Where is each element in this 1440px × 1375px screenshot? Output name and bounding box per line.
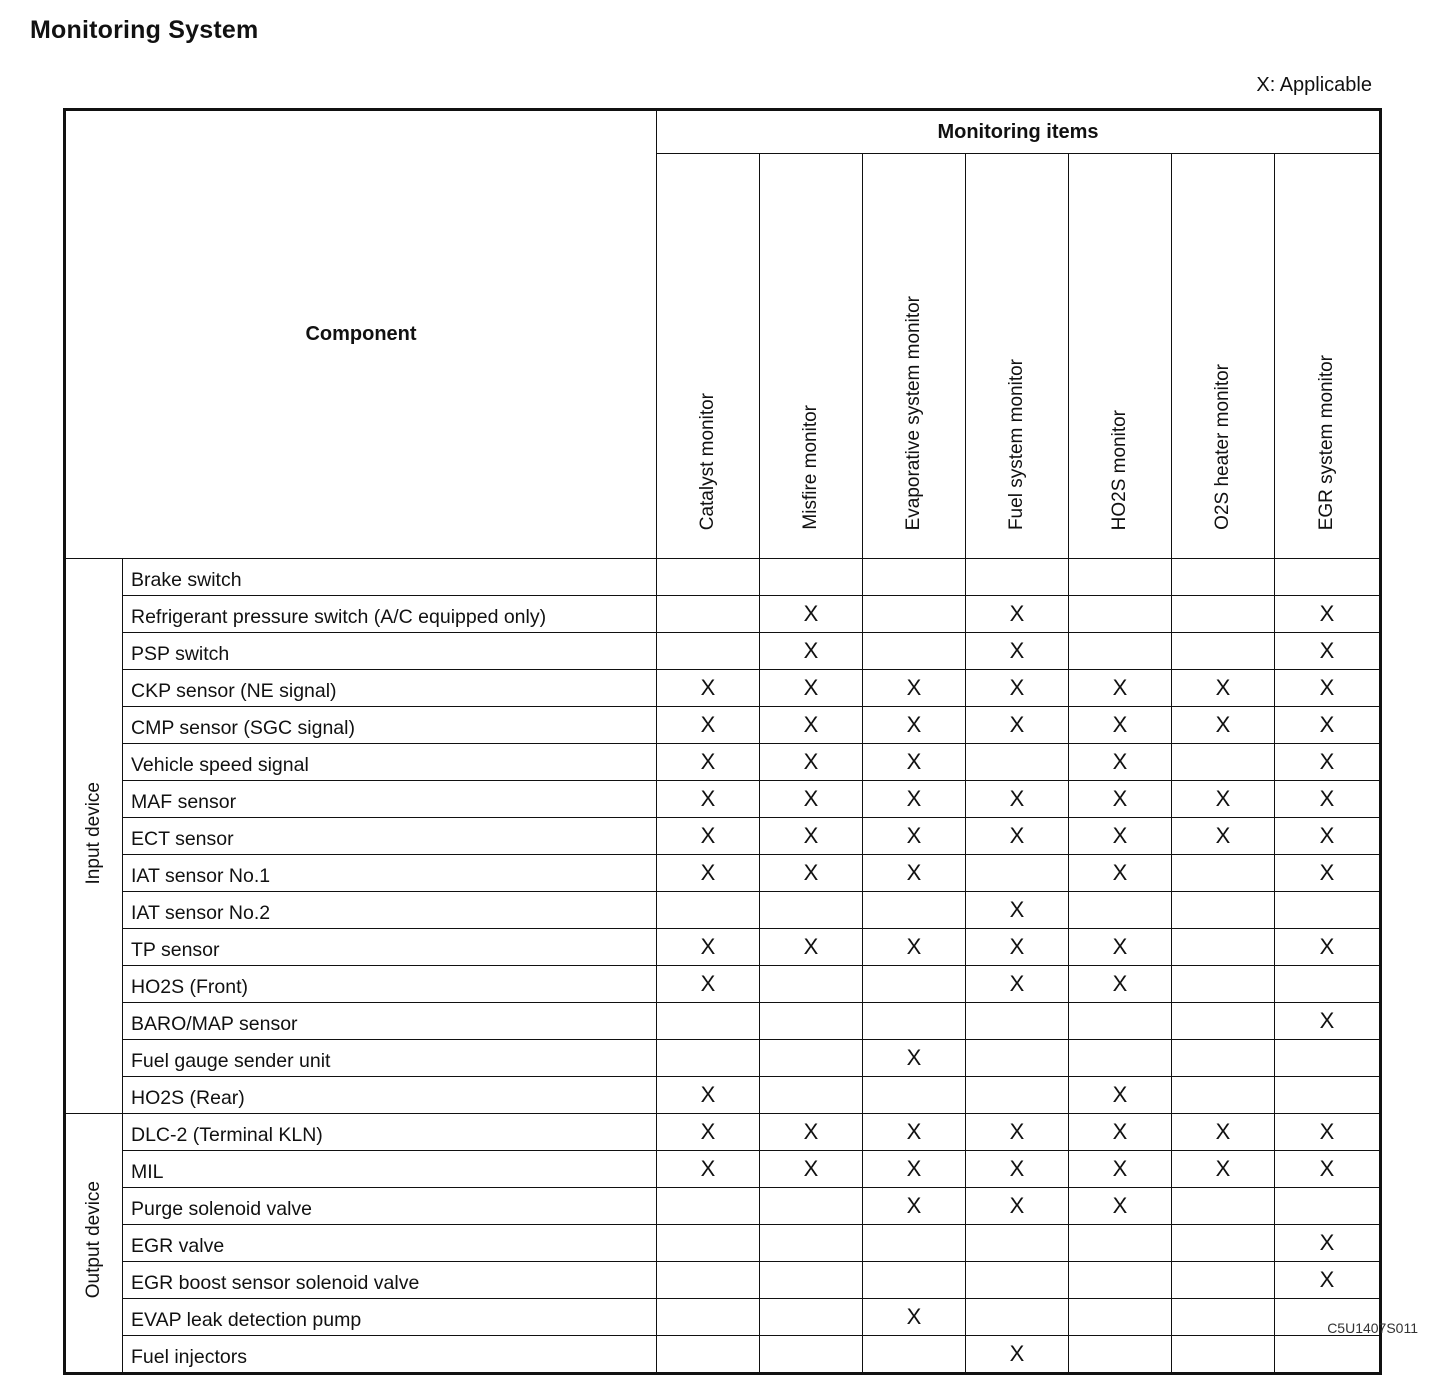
applicability-cell: X bbox=[657, 707, 760, 744]
applicability-cell bbox=[863, 966, 966, 1003]
applicability-cell bbox=[1069, 559, 1172, 596]
applicability-cell: X bbox=[1275, 1114, 1381, 1151]
table-row bbox=[65, 892, 1381, 929]
applicability-cell: X bbox=[1069, 744, 1172, 781]
applicability-cell bbox=[966, 1040, 1069, 1077]
applicability-cell: X bbox=[966, 818, 1069, 855]
applicability-cell: X bbox=[657, 1077, 760, 1114]
applicability-cell bbox=[760, 1225, 863, 1262]
component-name: IAT sensor No.1 bbox=[123, 855, 657, 892]
applicability-cell: X bbox=[966, 781, 1069, 818]
applicability-cell bbox=[1172, 1336, 1275, 1374]
applicability-cell bbox=[863, 1225, 966, 1262]
component-name: Brake switch bbox=[123, 559, 657, 596]
table-row bbox=[65, 1188, 1381, 1225]
component-name: ECT sensor bbox=[123, 818, 657, 855]
applicability-cell: X bbox=[1172, 781, 1275, 818]
table-row bbox=[65, 818, 1381, 855]
applicability-cell: X bbox=[1172, 818, 1275, 855]
applicability-cell: X bbox=[657, 818, 760, 855]
applicability-cell bbox=[657, 1262, 760, 1299]
applicability-cell: X bbox=[1069, 707, 1172, 744]
applicability-cell: X bbox=[863, 818, 966, 855]
applicability-cell: X bbox=[657, 1151, 760, 1188]
component-name: DLC-2 (Terminal KLN) bbox=[123, 1114, 657, 1151]
applicability-cell bbox=[1069, 596, 1172, 633]
applicability-cell bbox=[657, 633, 760, 670]
applicability-cell bbox=[1172, 1188, 1275, 1225]
applicability-cell bbox=[1275, 1188, 1381, 1225]
component-name: PSP switch bbox=[123, 633, 657, 670]
page-title: Monitoring System bbox=[30, 16, 259, 44]
component-name: EVAP leak detection pump bbox=[123, 1299, 657, 1336]
applicability-cell: X bbox=[863, 1299, 966, 1336]
applicability-cell bbox=[657, 1003, 760, 1040]
table-row bbox=[65, 707, 1381, 744]
monitor-header-label: Fuel system monitor bbox=[1006, 358, 1027, 530]
applicability-cell bbox=[657, 596, 760, 633]
applicability-cell bbox=[863, 1077, 966, 1114]
applicability-cell bbox=[657, 892, 760, 929]
applicability-cell: X bbox=[863, 1114, 966, 1151]
applicability-cell bbox=[1172, 1003, 1275, 1040]
applicability-cell: X bbox=[1275, 1225, 1381, 1262]
applicability-cell bbox=[966, 1299, 1069, 1336]
monitor-header bbox=[1172, 154, 1275, 559]
applicability-cell: X bbox=[657, 781, 760, 818]
applicability-cell: X bbox=[966, 1188, 1069, 1225]
applicability-cell bbox=[1172, 892, 1275, 929]
applicability-cell: X bbox=[1069, 818, 1172, 855]
table-row bbox=[65, 781, 1381, 818]
monitoring-items-header: Monitoring items bbox=[657, 110, 1381, 154]
applicability-cell bbox=[1172, 1262, 1275, 1299]
table-row bbox=[65, 966, 1381, 1003]
applicability-cell: X bbox=[1275, 929, 1381, 966]
table-row bbox=[65, 929, 1381, 966]
applicability-cell: X bbox=[760, 1151, 863, 1188]
monitor-header-label: O2S heater monitor bbox=[1212, 364, 1233, 530]
applicability-cell: X bbox=[760, 781, 863, 818]
applicability-cell bbox=[760, 1077, 863, 1114]
applicability-cell: X bbox=[863, 1040, 966, 1077]
applicability-cell: X bbox=[760, 596, 863, 633]
applicability-cell: X bbox=[1172, 707, 1275, 744]
applicability-cell bbox=[657, 1299, 760, 1336]
component-name: EGR boost sensor solenoid valve bbox=[123, 1262, 657, 1299]
figure-id: C5U1407S011 bbox=[1327, 1320, 1418, 1336]
applicability-cell: X bbox=[1275, 818, 1381, 855]
applicability-cell bbox=[1069, 892, 1172, 929]
applicability-cell: X bbox=[1172, 1151, 1275, 1188]
applicability-cell: X bbox=[863, 707, 966, 744]
applicability-cell bbox=[1069, 633, 1172, 670]
applicability-cell bbox=[1172, 633, 1275, 670]
component-name: EGR valve bbox=[123, 1225, 657, 1262]
applicability-cell bbox=[1069, 1003, 1172, 1040]
component-name: Fuel gauge sender unit bbox=[123, 1040, 657, 1077]
applicability-cell bbox=[863, 633, 966, 670]
monitor-header bbox=[863, 154, 966, 559]
table-row bbox=[65, 559, 1381, 596]
applicability-cell bbox=[1275, 1077, 1381, 1114]
applicability-cell: X bbox=[1275, 1262, 1381, 1299]
applicability-cell bbox=[966, 1077, 1069, 1114]
applicability-cell: X bbox=[966, 1151, 1069, 1188]
applicability-cell: X bbox=[760, 633, 863, 670]
applicability-cell: X bbox=[863, 670, 966, 707]
component-name: IAT sensor No.2 bbox=[123, 892, 657, 929]
applicability-cell: X bbox=[760, 707, 863, 744]
applicability-cell: X bbox=[966, 966, 1069, 1003]
monitoring-table bbox=[63, 108, 1382, 1375]
table-row bbox=[65, 1114, 1381, 1151]
applicability-cell: X bbox=[966, 1336, 1069, 1374]
applicability-cell: X bbox=[966, 633, 1069, 670]
applicability-cell: X bbox=[657, 744, 760, 781]
applicability-cell: X bbox=[966, 596, 1069, 633]
monitor-header-label: Evaporative system monitor bbox=[903, 295, 924, 530]
applicability-cell: X bbox=[1275, 781, 1381, 818]
applicability-cell: X bbox=[657, 670, 760, 707]
applicability-cell: X bbox=[1172, 670, 1275, 707]
applicability-cell: X bbox=[863, 929, 966, 966]
component-name: CMP sensor (SGC signal) bbox=[123, 707, 657, 744]
applicability-cell bbox=[1275, 1040, 1381, 1077]
applicability-cell bbox=[657, 1225, 760, 1262]
component-name: BARO/MAP sensor bbox=[123, 1003, 657, 1040]
applicability-cell bbox=[1069, 1262, 1172, 1299]
applicability-cell: X bbox=[1069, 929, 1172, 966]
applicability-cell: X bbox=[966, 892, 1069, 929]
component-name: Fuel injectors bbox=[123, 1336, 657, 1374]
applicability-cell: X bbox=[966, 670, 1069, 707]
applicability-cell: X bbox=[966, 707, 1069, 744]
applicability-cell: X bbox=[657, 855, 760, 892]
applicability-cell: X bbox=[863, 781, 966, 818]
applicability-cell: X bbox=[760, 818, 863, 855]
applicability-cell: X bbox=[760, 855, 863, 892]
applicability-cell: X bbox=[863, 1151, 966, 1188]
applicability-cell: X bbox=[1275, 744, 1381, 781]
applicability-cell bbox=[1172, 1225, 1275, 1262]
monitor-header-label: EGR system monitor bbox=[1316, 354, 1337, 530]
applicability-cell: X bbox=[1275, 670, 1381, 707]
table-row bbox=[65, 670, 1381, 707]
applicability-cell: X bbox=[1275, 1003, 1381, 1040]
applicability-cell: X bbox=[1275, 707, 1381, 744]
applicability-cell: X bbox=[760, 744, 863, 781]
applicability-cell bbox=[1172, 855, 1275, 892]
applicability-cell: X bbox=[1069, 966, 1172, 1003]
applicability-cell: X bbox=[657, 1114, 760, 1151]
applicability-cell bbox=[1275, 966, 1381, 1003]
legend-note: X: Applicable bbox=[1256, 74, 1372, 96]
group-label: Output device bbox=[83, 1181, 104, 1299]
applicability-cell bbox=[1069, 1225, 1172, 1262]
table-row bbox=[65, 1003, 1381, 1040]
monitor-header-label: Catalyst monitor bbox=[697, 392, 718, 530]
applicability-cell bbox=[1172, 1040, 1275, 1077]
table-row bbox=[65, 1262, 1381, 1299]
applicability-cell bbox=[1172, 966, 1275, 1003]
applicability-cell bbox=[1275, 892, 1381, 929]
applicability-cell: X bbox=[1275, 1151, 1381, 1188]
applicability-cell: X bbox=[657, 929, 760, 966]
table-row bbox=[65, 744, 1381, 781]
applicability-cell bbox=[966, 855, 1069, 892]
group-label: Input device bbox=[83, 781, 104, 885]
component-name: Purge solenoid valve bbox=[123, 1188, 657, 1225]
applicability-cell: X bbox=[1069, 1077, 1172, 1114]
applicability-cell bbox=[1172, 929, 1275, 966]
applicability-cell bbox=[760, 1003, 863, 1040]
component-header: Component bbox=[65, 110, 657, 559]
applicability-cell: X bbox=[966, 1114, 1069, 1151]
applicability-cell bbox=[1069, 1299, 1172, 1336]
applicability-cell bbox=[760, 1299, 863, 1336]
table-row bbox=[65, 1299, 1381, 1336]
applicability-cell bbox=[966, 1262, 1069, 1299]
applicability-cell bbox=[863, 892, 966, 929]
component-name: Vehicle speed signal bbox=[123, 744, 657, 781]
table-row bbox=[65, 633, 1381, 670]
applicability-cell: X bbox=[760, 929, 863, 966]
monitor-header bbox=[1275, 154, 1381, 559]
applicability-cell: X bbox=[1069, 855, 1172, 892]
applicability-cell bbox=[760, 1336, 863, 1374]
applicability-cell: X bbox=[1069, 1188, 1172, 1225]
table-row bbox=[65, 1336, 1381, 1374]
monitor-header-label: HO2S monitor bbox=[1109, 409, 1130, 530]
applicability-cell: X bbox=[863, 1188, 966, 1225]
applicability-cell: X bbox=[1069, 1151, 1172, 1188]
applicability-cell: X bbox=[657, 966, 760, 1003]
applicability-cell bbox=[760, 1040, 863, 1077]
applicability-cell bbox=[1172, 596, 1275, 633]
applicability-cell bbox=[1172, 744, 1275, 781]
applicability-cell: X bbox=[1275, 633, 1381, 670]
monitor-header bbox=[760, 154, 863, 559]
table-row bbox=[65, 1151, 1381, 1188]
applicability-cell bbox=[966, 744, 1069, 781]
applicability-cell bbox=[1275, 1336, 1381, 1374]
applicability-cell bbox=[760, 559, 863, 596]
applicability-cell bbox=[863, 1336, 966, 1374]
applicability-cell bbox=[657, 1336, 760, 1374]
component-name: TP sensor bbox=[123, 929, 657, 966]
monitor-header-label: Misfire monitor bbox=[800, 405, 821, 530]
applicability-cell: X bbox=[760, 1114, 863, 1151]
applicability-cell bbox=[760, 966, 863, 1003]
applicability-cell: X bbox=[1069, 781, 1172, 818]
applicability-cell: X bbox=[1275, 855, 1381, 892]
applicability-cell: X bbox=[863, 855, 966, 892]
applicability-cell bbox=[863, 596, 966, 633]
applicability-cell bbox=[1069, 1336, 1172, 1374]
applicability-cell bbox=[1172, 1077, 1275, 1114]
component-name: HO2S (Rear) bbox=[123, 1077, 657, 1114]
applicability-cell bbox=[760, 892, 863, 929]
applicability-cell: X bbox=[760, 670, 863, 707]
applicability-cell: X bbox=[1069, 670, 1172, 707]
applicability-cell: X bbox=[1275, 596, 1381, 633]
applicability-cell bbox=[863, 1003, 966, 1040]
applicability-cell bbox=[966, 559, 1069, 596]
applicability-cell bbox=[760, 1262, 863, 1299]
table-row bbox=[65, 855, 1381, 892]
group-label-cell bbox=[65, 559, 123, 1114]
table-row bbox=[65, 1077, 1381, 1114]
applicability-cell: X bbox=[1069, 1114, 1172, 1151]
applicability-cell: X bbox=[863, 744, 966, 781]
applicability-cell bbox=[1275, 559, 1381, 596]
applicability-cell: X bbox=[1172, 1114, 1275, 1151]
applicability-cell bbox=[760, 1188, 863, 1225]
applicability-cell bbox=[863, 559, 966, 596]
applicability-cell: X bbox=[966, 929, 1069, 966]
applicability-cell bbox=[1172, 559, 1275, 596]
monitor-header bbox=[1069, 154, 1172, 559]
component-name: CKP sensor (NE signal) bbox=[123, 670, 657, 707]
applicability-cell bbox=[1172, 1299, 1275, 1336]
group-label-cell bbox=[65, 1114, 123, 1374]
component-name: MAF sensor bbox=[123, 781, 657, 818]
monitor-header bbox=[657, 154, 760, 559]
applicability-cell bbox=[657, 1040, 760, 1077]
applicability-cell bbox=[1069, 1040, 1172, 1077]
component-name: Refrigerant pressure switch (A/C equipped only) bbox=[123, 596, 657, 633]
applicability-cell bbox=[657, 559, 760, 596]
applicability-cell bbox=[657, 1188, 760, 1225]
applicability-cell bbox=[966, 1003, 1069, 1040]
component-name: HO2S (Front) bbox=[123, 966, 657, 1003]
applicability-cell bbox=[966, 1225, 1069, 1262]
applicability-cell bbox=[863, 1262, 966, 1299]
table-row bbox=[65, 1040, 1381, 1077]
table-row bbox=[65, 1225, 1381, 1262]
table-row bbox=[65, 596, 1381, 633]
monitor-header bbox=[966, 154, 1069, 559]
component-name: MIL bbox=[123, 1151, 657, 1188]
